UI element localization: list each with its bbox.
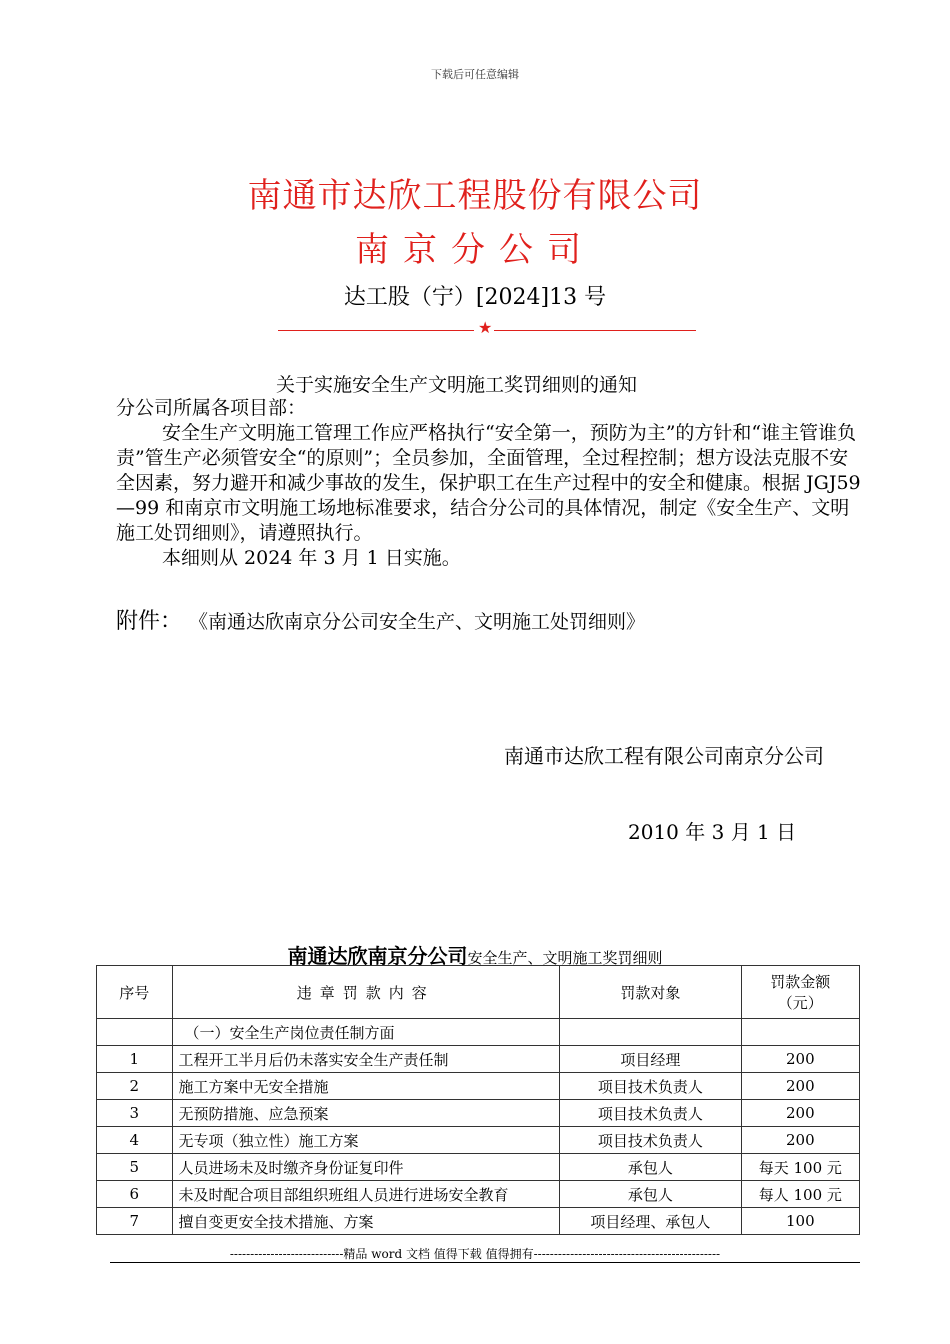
- row-no: 7: [97, 1208, 173, 1235]
- fines-table: [96, 965, 860, 1235]
- paragraph-1: 安全生产文明施工管理工作应严格执行“安全第一，预防为主”的方针和“谁主管谁负责”管生产必须管安全“的原则”；全员参加，全面管理，全过程控制；想方设法克服不安全因素，努力避开和减少事故的发生，保护职工在生产过程中的安全和健康。根据 JGJ59—99 和南京市文明施工场地标准要求，结合分公司的具体情况，制定《安全生产、文明施工处罚细则》，请遵照执行。: [116, 422, 861, 544]
- row-amount: 100: [741, 1208, 859, 1235]
- row-target: 项目技术负责人: [560, 1127, 742, 1154]
- red-divider: [278, 318, 696, 338]
- footer-rule: [110, 1262, 860, 1263]
- row-target: 项目技术负责人: [560, 1073, 742, 1100]
- row-no: 5: [97, 1154, 173, 1181]
- table-row: [97, 1181, 860, 1208]
- header-amount-line1: 罚款金额: [770, 973, 831, 991]
- row-content: 无预防措施、应急预案: [172, 1100, 560, 1127]
- table-title-bold: 南通达欣南京分公司: [287, 944, 468, 968]
- row-amount: 每人 100 元: [741, 1181, 859, 1208]
- paragraph-2: 本细则从 2024 年 3 月 1 日实施。: [162, 547, 461, 569]
- attachment: [116, 604, 645, 635]
- row-content: 施工方案中无安全措施: [172, 1073, 560, 1100]
- attachment-label: 附件：: [116, 609, 183, 634]
- company-name-line1: 南通市达欣工程股份有限公司: [247, 176, 703, 216]
- row-content: 擅自变更安全技术措施、方案: [172, 1208, 560, 1235]
- row-amount: 200: [741, 1100, 859, 1127]
- row-no: 1: [97, 1046, 173, 1073]
- row-no: 3: [97, 1100, 173, 1127]
- table-row: [97, 1100, 860, 1127]
- row-no: 6: [97, 1181, 173, 1208]
- row-amount: 200: [741, 1046, 859, 1073]
- row-target: 项目经理、承包人: [560, 1208, 742, 1235]
- table-row: [97, 1046, 860, 1073]
- header-content: 违章罚款内容: [172, 966, 560, 1019]
- company-name-line2: 南京分公司: [355, 230, 595, 270]
- notice-title: 关于实施安全生产文明施工奖罚细则的通知: [276, 374, 638, 396]
- table-header-row: [97, 966, 860, 1019]
- row-target: 承包人: [560, 1154, 742, 1181]
- signer: 南通市达欣工程有限公司南京分公司: [504, 744, 824, 768]
- row-content: 人员进场未及时缴齐身份证复印件: [172, 1154, 560, 1181]
- row-amount: 每天 100 元: [741, 1154, 859, 1181]
- header-no: 序号: [97, 966, 173, 1019]
- table-row: [97, 1154, 860, 1181]
- row-target: 项目技术负责人: [560, 1100, 742, 1127]
- header-amount: [741, 966, 859, 1019]
- row-target: 承包人: [560, 1181, 742, 1208]
- row-no: 4: [97, 1127, 173, 1154]
- footer-text: ----------------------------精品 word 文档 值得下载 值得拥有----------------------------------------------: [229, 1247, 721, 1261]
- table-title-rest: 安全生产、文明施工奖罚细则: [467, 949, 663, 967]
- table-row: [97, 1127, 860, 1154]
- section-row: [97, 1019, 860, 1046]
- table-row: [97, 1073, 860, 1100]
- header-target: 罚款对象: [560, 966, 742, 1019]
- star-icon: ★: [478, 318, 493, 337]
- notice-body: [116, 396, 862, 571]
- divider-line-right: [494, 330, 696, 331]
- table-row: [97, 1208, 860, 1235]
- header-note: 下载后可任意编辑: [431, 68, 519, 81]
- header-amount-line2: （元）: [777, 994, 823, 1012]
- row-content: 无专项（独立性）施工方案: [172, 1127, 560, 1154]
- divider-line-left: [278, 330, 474, 331]
- row-content: 未及时配合项目部组织班组人员进行进场安全教育: [172, 1181, 560, 1208]
- attachment-text: 《南通达欣南京分公司安全生产、文明施工处罚细则》: [189, 611, 646, 633]
- row-no: 2: [97, 1073, 173, 1100]
- document-number: 达工股（宁）[2024]13 号: [343, 285, 607, 310]
- row-amount: 200: [741, 1073, 859, 1100]
- row-target: 项目经理: [560, 1046, 742, 1073]
- row-content: 工程开工半月后仍未落实安全生产责任制: [172, 1046, 560, 1073]
- date: 2010 年 3 月 1 日: [628, 820, 797, 844]
- addressee: 分公司所属各项目部：: [116, 397, 307, 419]
- row-amount: 200: [741, 1127, 859, 1154]
- section-title: （一）安全生产岗位责任制方面: [172, 1019, 560, 1046]
